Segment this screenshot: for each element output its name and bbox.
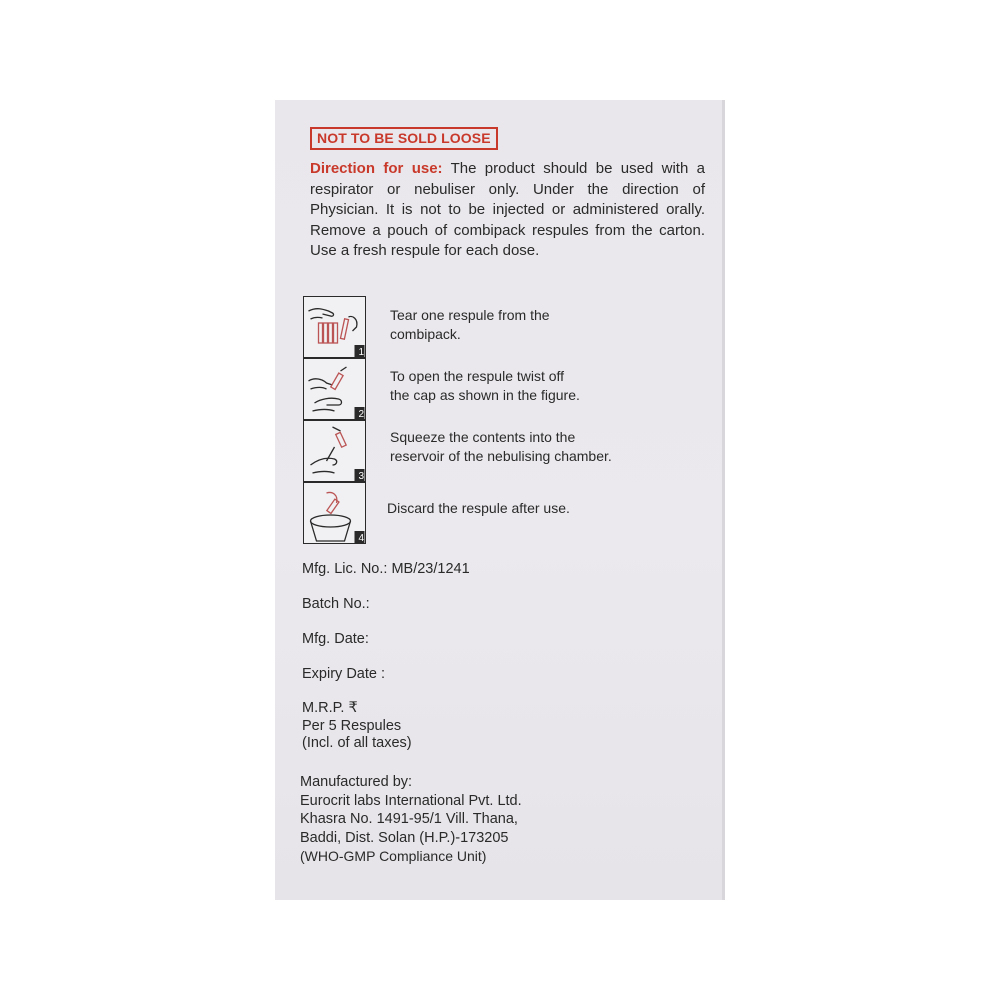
step-2-text	[390, 367, 680, 405]
squeeze-icon	[303, 420, 366, 482]
directions-text: The product should be used with a respirator or nebuliser only. Under the direction of Physician. It is not to be injected or administered orally. Remove a pouch of combipack respules from the carton. Use a fresh respule for each dose.	[310, 160, 705, 260]
twist-cap-icon	[303, 358, 366, 420]
directions-paragraph	[310, 159, 705, 262]
who-gmp-note: (WHO-GMP Compliance Unit)	[300, 848, 487, 864]
manufacturer-block	[300, 773, 522, 866]
step-4-text	[387, 499, 677, 518]
step-2-line-2: the cap as shown in the figure.	[390, 387, 580, 403]
mfg-date: Mfg. Date:	[302, 631, 369, 647]
manufacturer-address-2: Baddi, Dist. Solan (H.P.)-173205	[300, 829, 509, 846]
mfg-license: Mfg. Lic. No.: MB/23/1241	[302, 561, 470, 577]
tax-note: (Incl. of all taxes)	[302, 735, 412, 751]
step-1-number: 1	[358, 347, 364, 358]
package-panel	[275, 100, 725, 900]
panel-edge	[722, 100, 725, 900]
step-2-number: 2	[358, 409, 364, 420]
step-1-text	[390, 306, 680, 344]
per-respules: Per 5 Respules	[302, 717, 402, 734]
step-4-number: 4	[358, 533, 364, 544]
price-block	[302, 700, 412, 753]
tear-respule-icon	[303, 296, 366, 358]
manufactured-by-label: Manufactured by:	[300, 774, 413, 790]
manufacturer-address-1: Khasra No. 1491-95/1 Vill. Thana,	[300, 811, 518, 827]
step-3-number: 3	[358, 471, 364, 482]
directions-label: Direction for use:	[310, 160, 443, 177]
step-2-line-1: To open the respule twist off	[390, 368, 565, 384]
manufacturer-name: Eurocrit labs International Pvt. Ltd.	[300, 792, 522, 809]
discard-icon	[303, 482, 366, 544]
step-1-line-1: Tear one respule from the	[390, 307, 550, 323]
expiry-date: Expiry Date :	[302, 666, 385, 682]
not-sold-loose-notice: NOT TO BE SOLD LOOSE	[310, 127, 498, 150]
step-3-line-2: reservoir of the nebulising chamber.	[390, 448, 612, 464]
batch-number: Batch No.:	[302, 596, 370, 612]
mrp-label: M.R.P. ₹	[302, 700, 358, 716]
step-4-line-1: Discard the respule after use.	[387, 500, 570, 516]
step-3-line-1: Squeeze the contents into the	[390, 429, 576, 445]
step-3-text	[390, 428, 680, 466]
step-1-line-2: combipack.	[390, 326, 461, 342]
